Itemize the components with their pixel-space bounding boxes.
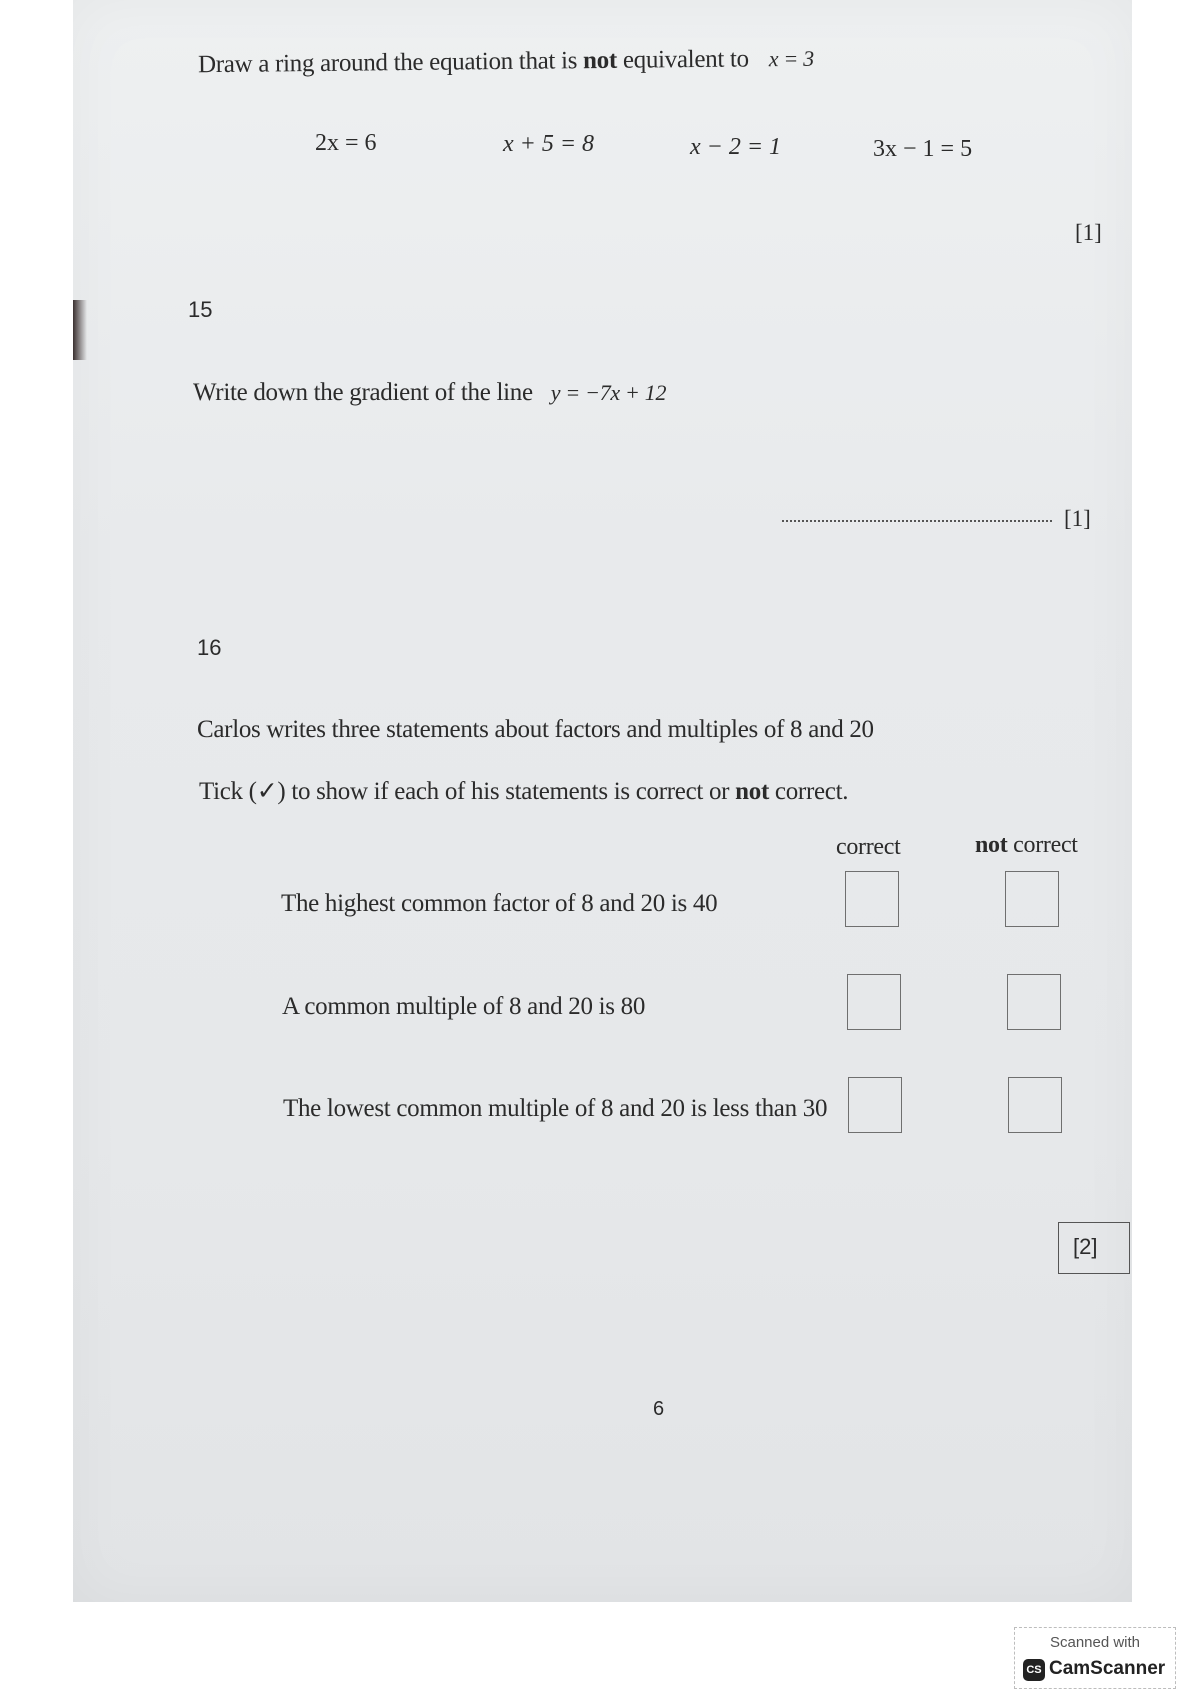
q14-target-equation: x = 3 <box>768 45 815 72</box>
q16-instruction <box>199 776 848 806</box>
q15-prompt <box>193 379 666 407</box>
q15-answer-line[interactable] <box>782 520 1052 522</box>
q16-intro: Carlos writes three statements about factors and multiples of 8 and 20 <box>197 716 874 743</box>
statement-2-not-correct-checkbox[interactable] <box>1007 974 1061 1030</box>
q16-marks: [2] <box>1073 1234 1098 1259</box>
q14-option-2[interactable]: x + 5 = 8 <box>503 131 595 157</box>
page-number: 6 <box>653 1398 665 1420</box>
statement-1: The highest common factor of 8 and 20 is 40 <box>281 890 718 917</box>
q14-prompt-end: equivalent to <box>616 45 749 74</box>
statement-3-not-correct-checkbox[interactable] <box>1008 1077 1062 1133</box>
camscanner-logo-icon: CS <box>1023 1659 1045 1681</box>
camscanner-watermark <box>1014 1627 1176 1689</box>
q14-option-3[interactable]: x − 2 = 1 <box>690 134 782 160</box>
q15-equation: y = −7x + 12 <box>550 380 667 405</box>
statement-3: The lowest common multiple of 8 and 20 is less than 30 <box>283 1095 828 1122</box>
watermark-line1: Scanned with <box>1049 1634 1141 1651</box>
statement-2-correct-checkbox[interactable] <box>847 974 901 1030</box>
column-header-not-correct <box>975 832 1078 859</box>
q15-marks: [1] <box>1064 506 1091 531</box>
q14-prompt-start: Draw a ring around the equation that is <box>197 47 584 79</box>
q14-option-1[interactable]: 2x = 6 <box>315 130 377 156</box>
column-header-correct: correct <box>836 834 901 860</box>
column-header-not-rest: correct <box>1007 832 1078 858</box>
q16-instruction-start: Tick (✓) to show if each of his statements is correct or <box>199 778 736 805</box>
q16-instruction-bold: not <box>735 778 769 805</box>
q14-marks: [1] <box>1075 220 1102 245</box>
statement-2: A common multiple of 8 and 20 is 80 <box>282 993 646 1020</box>
q16-number: 16 <box>197 635 222 660</box>
statement-1-not-correct-checkbox[interactable] <box>1005 871 1059 927</box>
q15-number: 15 <box>188 297 213 322</box>
q14-option-4[interactable]: 3x − 1 = 5 <box>873 136 973 162</box>
page-edge-shadow <box>73 300 87 360</box>
q14-prompt-bold: not <box>582 46 618 75</box>
statement-3-correct-checkbox[interactable] <box>848 1077 902 1133</box>
q15-prompt-text: Write down the gradient of the line <box>193 379 533 406</box>
watermark-line2: CamScanner <box>1049 1658 1166 1679</box>
statement-1-correct-checkbox[interactable] <box>845 871 899 927</box>
column-header-not-bold: not <box>975 832 1008 858</box>
q16-instruction-end: correct. <box>768 778 849 805</box>
